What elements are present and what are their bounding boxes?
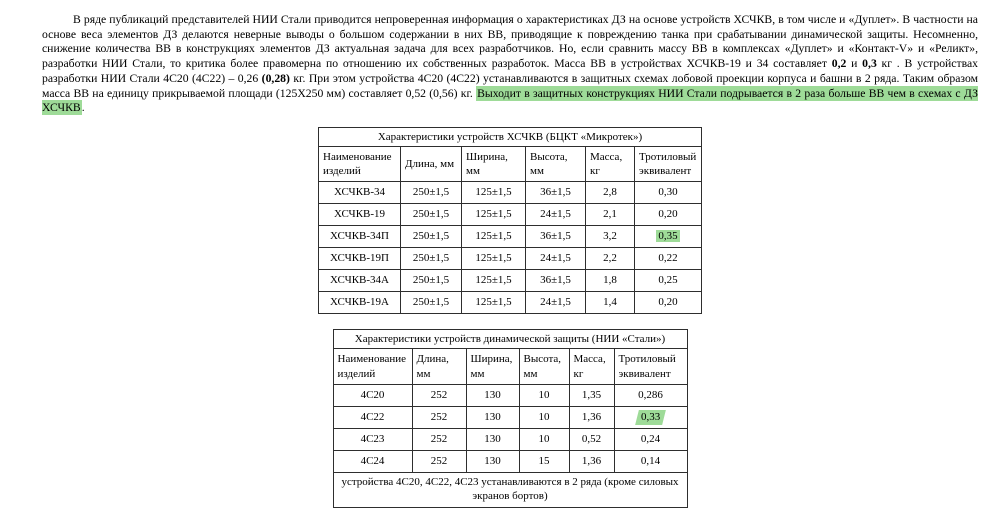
table-row: [319, 182, 702, 204]
table-cell: ХСЧКВ-19П: [319, 248, 401, 270]
table-row: [333, 450, 687, 472]
bold-value: 0,2: [831, 57, 847, 71]
table-cell: [635, 226, 702, 248]
table-cell: 125±1,5: [462, 226, 526, 248]
table-cell: 252: [412, 450, 466, 472]
table-cell: 0,24: [614, 428, 687, 450]
highlight-value-text: 0,33: [640, 410, 661, 423]
table-cell: 2,8: [586, 182, 635, 204]
table-row: [333, 406, 687, 428]
table-cell: 24±1,5: [526, 292, 586, 314]
table-cell: 250±1,5: [401, 248, 462, 270]
table-cell: 130: [466, 428, 519, 450]
table-cell: 4С22: [333, 406, 412, 428]
table-cell: 250±1,5: [401, 226, 462, 248]
column-header: Высота, мм: [526, 146, 586, 181]
table-cell: 130: [466, 450, 519, 472]
table-cell: 0,20: [635, 204, 702, 226]
table-cell: 4С23: [333, 428, 412, 450]
column-header: Масса, кг: [586, 146, 635, 181]
table-cell: 10: [519, 428, 569, 450]
table-cell: 10: [519, 406, 569, 428]
table-cell: 2,1: [586, 204, 635, 226]
table-row: [319, 226, 702, 248]
table-cell: 250±1,5: [401, 182, 462, 204]
paragraph-segment: В ряде публикаций представителей НИИ Стали приводится непроверенная информация о характеристиках ДЗ на основе устройств ХСЧКВ, в том числе и «Дуплет». В частности на основе веса элементов ДЗ делаются неверные выводы о большом содержании в них ВВ, приводящие к повреждению танка при срабатывании динамической защиты. Несомненно, снижение количества ВВ в конструкциях элементов ДЗ актуальная задача для всех разработчиков. Но, если сравнить массу ВВ в комплексах «Дуплет» и «Контакт-V» и «Реликт», разработки НИИ Стали, то критика более правомерна по отношению их собственных разработок. Масса ВВ в устройствах ХСЧКВ-19 и 34 составляет: [42, 13, 978, 71]
bold-value: 0,3: [862, 57, 877, 71]
table-cell: 125±1,5: [462, 204, 526, 226]
table-cell: 24±1,5: [526, 248, 586, 270]
table-cell: [614, 406, 687, 428]
table-cell: 0,20: [635, 292, 702, 314]
table-row: [319, 270, 702, 292]
highlight-value: [635, 410, 666, 425]
table-row: [319, 248, 702, 270]
paragraph-segment: кг. При этом устройства 4С20 (4С22) устанавливаются в защитных схемах лобовой проекции корпуса и башни в 2 ряда. Таким образом масса ВВ на единицу прикрываемой площади (125Х250 мм) составляет 0,52 (0,56) кг.: [42, 71, 978, 100]
table-cell: 0,30: [635, 182, 702, 204]
table-cell: ХСЧКВ-34А: [319, 270, 401, 292]
table-cell: 15: [519, 450, 569, 472]
table-cell: 250±1,5: [401, 204, 462, 226]
table-cell: 36±1,5: [526, 270, 586, 292]
table-cell: 4С24: [333, 450, 412, 472]
table-title: Характеристики устройств динамической защиты (НИИ «Стали»): [333, 330, 687, 349]
table-hschkv: [318, 127, 702, 314]
column-header: Тротиловый эквивалент: [614, 349, 687, 384]
table-nii-stali-section: [42, 329, 978, 507]
table-cell: 252: [412, 384, 466, 406]
table-row: [319, 292, 702, 314]
table-cell: 1,36: [569, 450, 614, 472]
column-header: Тротиловый эквивалент: [635, 146, 702, 181]
table-row: [319, 204, 702, 226]
column-header: Наименование изделий: [333, 349, 412, 384]
table-cell: 1,36: [569, 406, 614, 428]
table-cell: 4С20: [333, 384, 412, 406]
highlighted-sentence: Выходит в защитных конструкциях НИИ Стали подрывается в 2 раза больше ВВ чем в схемах с ДЗ ХСЧКВ: [42, 86, 978, 115]
table-hschkv-section: [42, 127, 978, 314]
table-cell: 130: [466, 406, 519, 428]
table-cell: 250±1,5: [401, 270, 462, 292]
table-cell: 0,52: [569, 428, 614, 450]
column-header: Высота, мм: [519, 349, 569, 384]
table-cell: 250±1,5: [401, 292, 462, 314]
table-row: [333, 428, 687, 450]
table-cell: 252: [412, 428, 466, 450]
column-header: Ширина, мм: [462, 146, 526, 181]
highlight-value: 0,35: [658, 230, 678, 243]
table-cell: 125±1,5: [462, 270, 526, 292]
column-header: Длина, мм: [401, 146, 462, 181]
column-header: Масса, кг: [569, 349, 614, 384]
table-footer-note: устройства 4С20, 4С22, 4С23 устанавливаются в 2 ряда (кроме силовых экранов бортов): [333, 472, 687, 507]
bold-value: (0,28): [261, 71, 290, 85]
table-cell: ХСЧКВ-19А: [319, 292, 401, 314]
table-cell: ХСЧКВ-34П: [319, 226, 401, 248]
table-cell: 2,2: [586, 248, 635, 270]
header-row: [319, 146, 702, 181]
table-cell: ХСЧКВ-34: [319, 182, 401, 204]
table-nii-stali: [333, 329, 688, 507]
table-cell: 36±1,5: [526, 182, 586, 204]
table-title: Характеристики устройств ХСЧКВ (БЦКТ «Микротек»): [319, 127, 702, 146]
table-cell: 125±1,5: [462, 292, 526, 314]
table-cell: 0,286: [614, 384, 687, 406]
table-cell: 0,22: [635, 248, 702, 270]
table-cell: ХСЧКВ-19: [319, 204, 401, 226]
table-cell: 252: [412, 406, 466, 428]
table-cell: 0,14: [614, 450, 687, 472]
column-header: Наименование изделий: [319, 146, 401, 181]
column-header: Ширина, мм: [466, 349, 519, 384]
table-cell: 125±1,5: [462, 248, 526, 270]
column-header: Длина, мм: [412, 349, 466, 384]
paragraph-segment: и: [846, 57, 863, 71]
table-cell: 1,4: [586, 292, 635, 314]
table-cell: 125±1,5: [462, 182, 526, 204]
paragraph-segment: кг . В устройствах разработки НИИ Стали 4С20 (4С22) – 0,26: [42, 57, 978, 85]
table-cell: 130: [466, 384, 519, 406]
header-row: [333, 349, 687, 384]
intro-paragraph: [42, 13, 978, 116]
table-cell: 3,2: [586, 226, 635, 248]
table-row: [333, 384, 687, 406]
table-cell: 1,35: [569, 384, 614, 406]
paragraph-segment: .: [81, 101, 85, 115]
table-cell: 36±1,5: [526, 226, 586, 248]
table-cell: 1,8: [586, 270, 635, 292]
table-cell: 10: [519, 384, 569, 406]
table-cell: 24±1,5: [526, 204, 586, 226]
table-cell: 0,25: [635, 270, 702, 292]
